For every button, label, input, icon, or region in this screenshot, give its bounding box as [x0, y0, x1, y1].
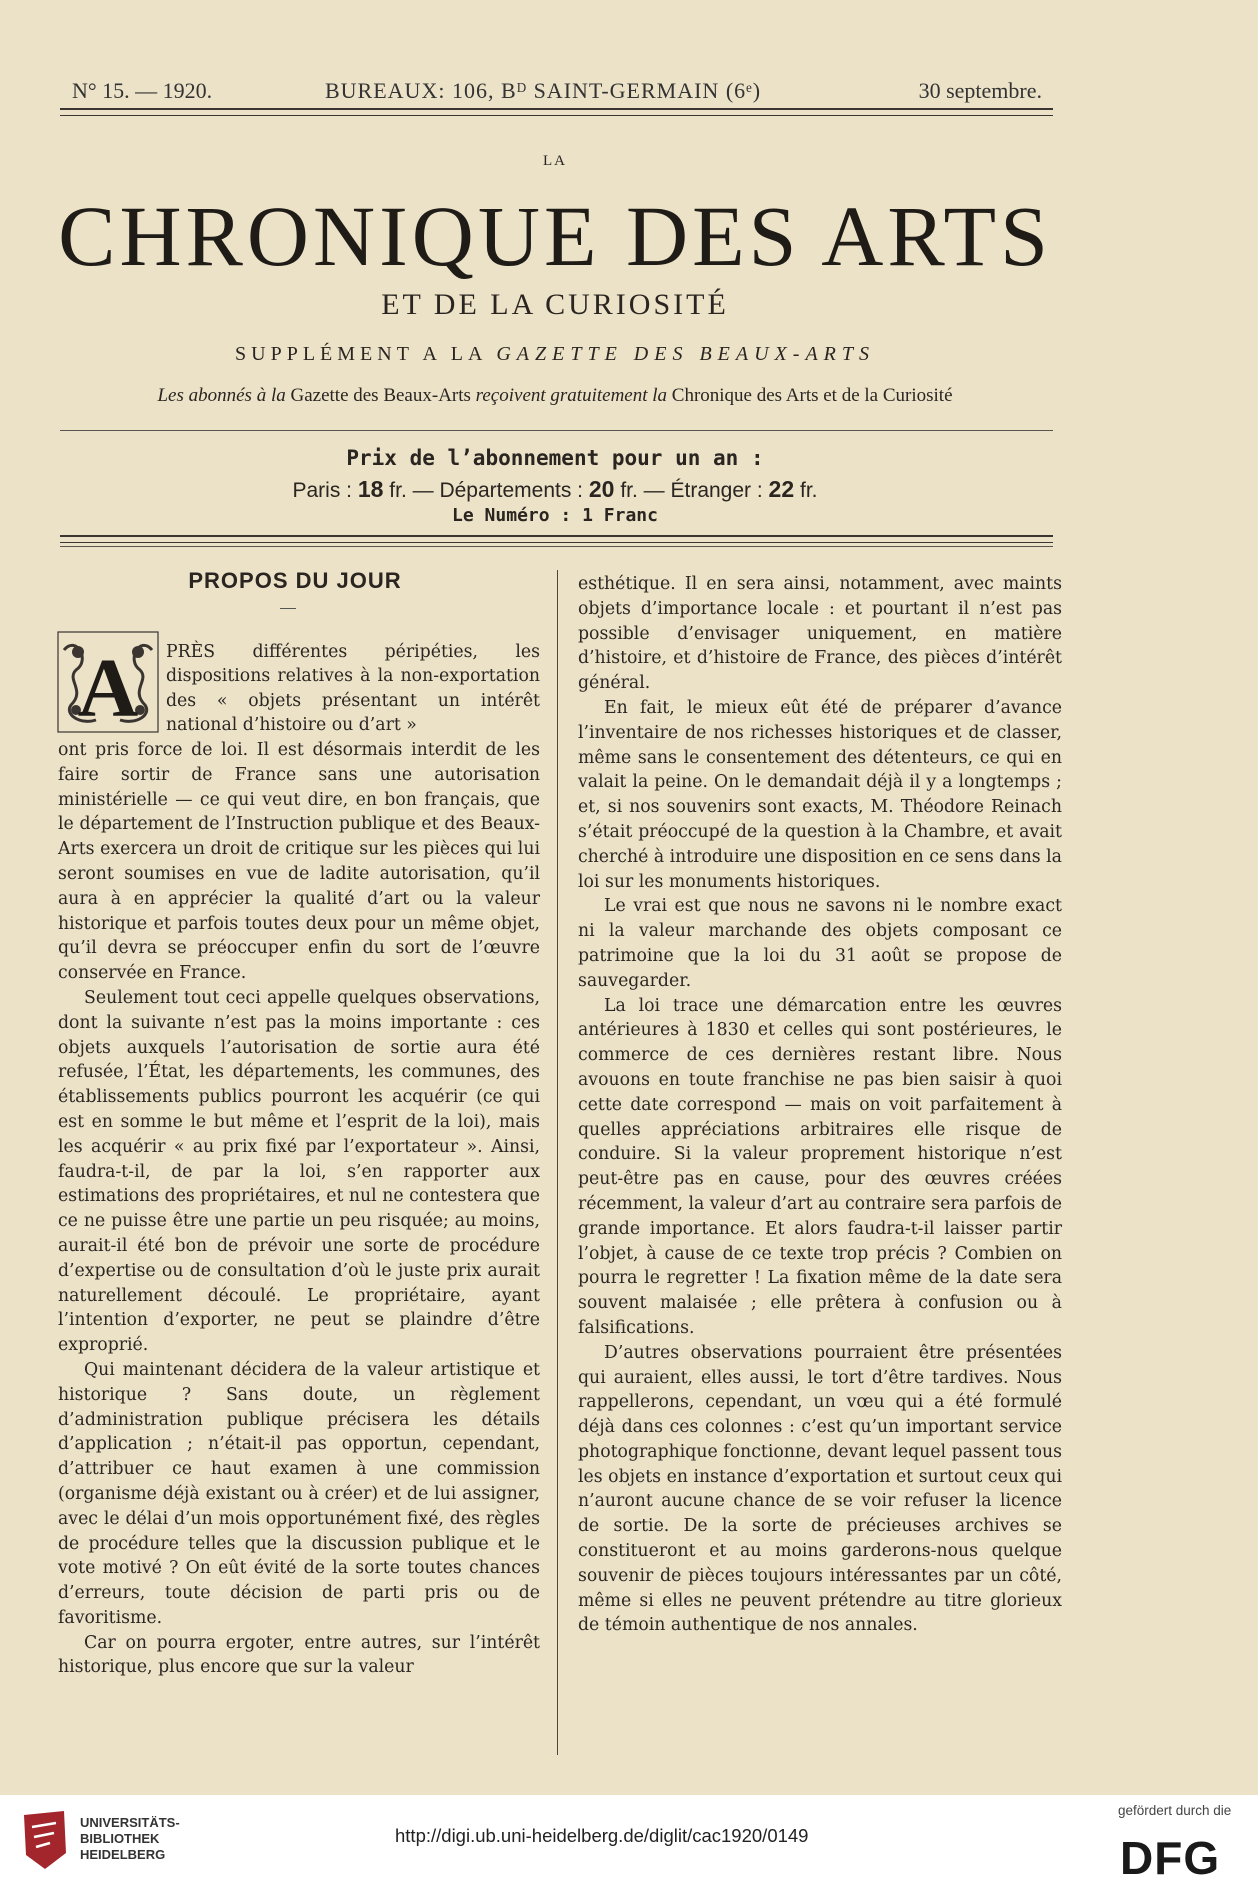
- supplement-prefix: SUPPLÉMENT A LA: [235, 343, 487, 365]
- pricing-heading: Prix de l’abonnement pour un an :: [346, 446, 764, 470]
- masthead-title: CHRONIQUE DES ARTS: [58, 188, 1052, 284]
- left-paragraph-4: Car on pourra ergoter, entre autres, sur l’intérêt historique, plus encore que sur la valeur: [58, 1632, 540, 1678]
- uni-line-2: BIBLIOTHEK: [80, 1831, 160, 1846]
- right-paragraph-2: En fait, le mieux eût été de préparer d’avance l’inventaire de nos richesses historiques et de classer, même sans le consentement des détenteurs, ce qui en valait la peine. On le demandait déjà il y a longtemps ; et, si nos souvenirs sont exacts, M. Théodore Reinach s’était préoccupé de la question à la Chambre, et avait cherché à introduire une disposition en ce sens dans la loi sur les monuments historiques.: [578, 697, 1062, 892]
- header-rule: [60, 108, 1053, 116]
- right-paragraph-1: esthétique. Il en sera ainsi, notamment, avec maints objets d’importance locale : et pourtant il n’est pas possible d’envisager uniquement, en matière d’histoire, et d’histoire de France, des pièces d’intérêt général.: [578, 574, 1062, 694]
- note-part-3: reçoivent gratuitement la: [475, 385, 668, 406]
- column-divider: [557, 570, 558, 1755]
- note-part-1: Les abonnés à la: [157, 385, 286, 406]
- note-part-2: Gazette des Beaux-Arts: [290, 385, 471, 406]
- right-paragraph-4: La loi trace une démarcation entre les œuvres antérieures à 1830 et celles qui sont postérieures, le commerce de ces dernières restant libre. Nous avouons en toute franchise ne pas bien saisir à quoi cette date correspond — mais on voit parfaitement à quelles appréciations arbitraires elle risque de conduire. Si la valeur proprement historique n’est peut-être pas en cause, pour des œuvres créées récemment, la valeur d’art au contraire sera parfois de grande importance. Et alors faudra-t-il laisser partir l’objet, à cause de ce texte trop précis ? Combien on pourra le regretter ! La fixation même de la date sera souvent malaisée ; elle prêtera à confusion ou à falsifications.: [578, 995, 1062, 1338]
- seal-shield: [24, 1811, 66, 1869]
- issue-header: [60, 74, 1052, 110]
- departements-price: 20: [588, 476, 615, 502]
- single-issue-price: Le Numéro : 1 Franc: [452, 505, 658, 526]
- title-dash: [280, 608, 296, 609]
- dropcap-letter: A: [77, 642, 139, 735]
- dfg-logo: DFG: [1120, 1832, 1221, 1884]
- pricing-line: [0, 476, 1110, 503]
- right-paragraph-5: D’autres observations pourraient être présentées qui auraient, elles aussi, le tort d’être tardives. Nous rappellerons, cependant, un vœu qui a été formulé déjà dans ces colonnes : c’est qu’un important service photographique fonctionne, devant lequel passent tous les objets en instance d’exportation et surtout ceux qui n’auront aucune chance de se voir refuser la licence de sortie. De la sorte de précieuses archives se constitueront et au moins garderons-nous quelque souvenir de pièces toujours intéressantes par un côté, même si elles ne peuvent prétendre au titre glorieux de témoin authentique de nos annales.: [578, 1342, 1062, 1636]
- digitization-footer: [0, 1795, 1258, 1895]
- etranger-price: 22: [768, 476, 795, 502]
- left-paragraph-3: Qui maintenant décidera de la valeur artistique et historique ? Sans doute, un règlement d’administration publique précisera les détails d’application ; n’était-il pas opportun, cependant, d’attribuer ce haut examen à une commission (organisme déjà existant ou à créer) et de lui assigner, avec le délai d’un mois opportunément fixé, des règles de procédure telles que la discussion publique et le vote motivé ? On eût évité de la sorte toutes chances d’erreurs, toute décision de parti pris ou de favoritisme.: [58, 1359, 540, 1628]
- paris-label: Paris :: [292, 479, 352, 502]
- uni-line-3: HEIDELBERG: [80, 1847, 166, 1862]
- pricing-rule-bottom: [60, 535, 1053, 543]
- paris-price: 18: [357, 476, 384, 502]
- issue-date: 30 septembre.: [918, 78, 1042, 103]
- masthead-la: LA: [543, 153, 567, 169]
- university-name: [80, 1815, 180, 1863]
- ornamental-dropcap: [56, 630, 160, 736]
- masthead-subtitle: ET DE LA CURIOSITÉ: [381, 288, 729, 321]
- pricing-rule-top: [60, 430, 1053, 431]
- opening-paragraph: PRÈS différentes péripéties, les dispositions relatives à la non-exportation des « objets présentant un intérêt national d’histoire ou d’art »: [166, 642, 540, 736]
- subscriber-note: [0, 385, 1110, 407]
- etranger-label: fr. — Étranger :: [620, 479, 763, 502]
- university-seal-icon: [20, 1809, 70, 1871]
- supplement-name: GAZETTE DES BEAUX-ARTS: [496, 343, 875, 365]
- article-opening: [166, 640, 540, 738]
- pricing-rule-bottom-thin: [60, 546, 1053, 547]
- bureaux-address: BUREAUX: 106, Bᴰ SAINT-GERMAIN (6ᵉ): [325, 78, 762, 103]
- article-title: PROPOS DU JOUR: [188, 568, 402, 593]
- source-url-link[interactable]: http://digi.ub.uni-heidelberg.de/diglit/cac1920/0149: [395, 1825, 809, 1846]
- issue-number: N° 15. — 1920.: [72, 78, 213, 103]
- article-right-column: [578, 572, 1062, 1638]
- masthead-supplement: [0, 343, 1110, 366]
- left-paragraph-1: ont pris force de loi. Il est désormais interdit de les faire sortir de France sans une autorisation ministérielle — ce qui veut dire, en bon français, que le département de l’Instruction publique et des Beaux-Arts exercera un droit de critique sur les pièces qui lui seront soumises en vue de ladite autorisation, qu’il aura à en apprécier la qualité d’art ou la valeur historique et parfois toutes deux pour un même objet, qu’il devra se préoccuper enfin du sort de l’œuvre conservée en France.: [58, 740, 540, 984]
- left-paragraph-2: Seulement tout ceci appelle quelques observations, dont la suivante n’est pas la moins importante : ces objets auxquels l’autorisation de sortie aura été refusée, l’État, les départements, les communes, des établissements publics pourront les acquérir (ce qui est en somme le but même et l’esprit de la loi), mais les acquérir « au prix fixé par l’exportateur ». Ainsi, faudra-t-il, de par la loi, s’en rapporter aux estimations des propriétaires, et nul ne contestera que ce ne puisse être une partie un peu risquée; au moins, aurait-il été bon de prévoir une sorte de procédure d’expertise ou de consultation d’où le juste prix aurait naturellement découlé. Le propriétaire, ayant l’intention d’exporter, ne peut se plaindre d’être exproprié.: [58, 987, 540, 1356]
- article-left-column: [58, 738, 540, 1680]
- price-unit: fr.: [799, 479, 818, 502]
- note-part-4: Chronique des Arts et de la Curiosité: [671, 385, 953, 406]
- sponsor-label: gefördert durch die: [1118, 1803, 1232, 1818]
- right-paragraph-3: Le vrai est que nous ne savons ni le nombre exact ni la valeur marchande des objets composant ce patrimoine que la loi du 31 août se propose de sauvegarder.: [578, 896, 1062, 991]
- uni-line-1: UNIVERSITÄTS-: [80, 1815, 180, 1830]
- departements-label: fr. — Départements :: [389, 479, 584, 502]
